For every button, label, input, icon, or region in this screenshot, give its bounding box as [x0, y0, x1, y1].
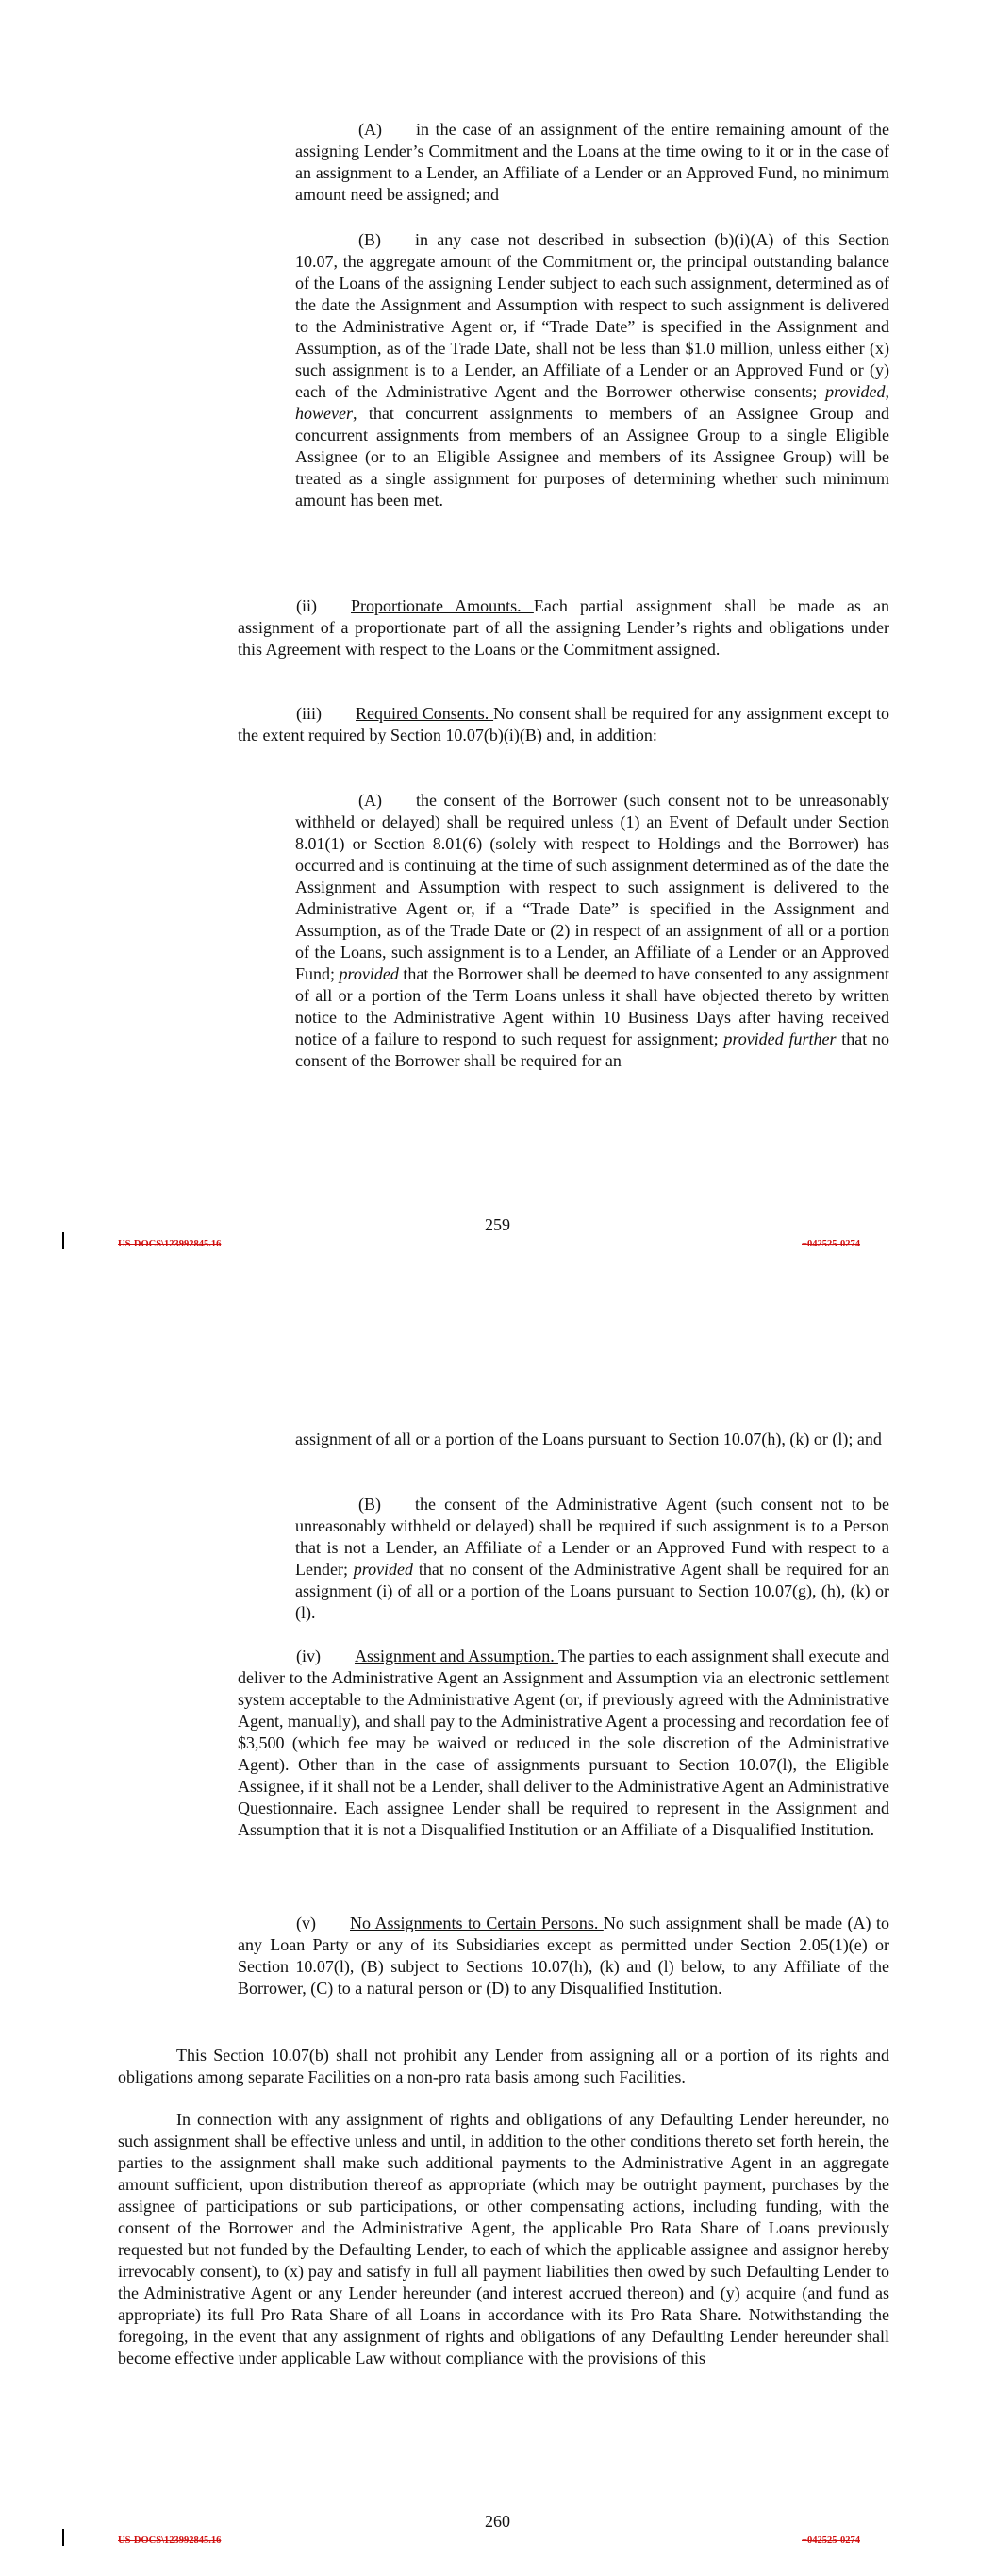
paragraph-a-borrower-consent: [295, 790, 889, 1072]
continued-text: [295, 1429, 889, 1450]
provided-further-term: provided further: [723, 1029, 837, 1048]
paragraph-label: (ii): [296, 596, 317, 615]
provided-term: provided: [339, 964, 399, 983]
paragraph-text: The parties to each assignment shall execute and deliver to the Administrative Agent an Assignment and Assumption via an electronic settlement system acceptable to the Administrative Agent (or, if previously agreed with the Administrative Agent, manually), and shall pay to the Administrative Agent a processing and recordation fee of $3,500 (which fee may be waived or reduced in the sole discretion of the Administrative Agent). Other than in the case of assignments pursuant to Section 10.07(l), the Eligible Assignee, if it shall not be a Lender, shall deliver to the Administrative Agent an Administrative Questionnaire. Each assignee Lender shall be required to represent in the Assignment and Assumption that it is not a Disqualified Institution or an Affiliate of a Disqualified Institution.: [238, 1647, 889, 1839]
paragraph-label: (A): [358, 120, 382, 139]
paragraph-b-minimum-amount: [295, 229, 889, 511]
paragraph-text-continued: that the Borrower shall be deemed to have consented to any assignment of all or a portion of the Term Loans unless it shall have objected thereto by written notice to the Administrative Agent within 10 Business Days after having received notice of a failure to respond to such request for assignment;: [295, 964, 889, 1048]
punctuation: ,: [885, 382, 889, 401]
paragraph-b-agent-consent: [295, 1494, 889, 1624]
paragraph-text-end: that no consent of the Borrower shall be required for an: [295, 1029, 889, 1070]
footer-doc-id: US-DOCS\123992845.16: [118, 1239, 222, 1249]
provided-term: provided: [353, 1560, 414, 1579]
page-number: 259: [485, 1215, 510, 1234]
paragraph-text: No such assignment shall be made (A) to any Loan Party or any of its Subsidiaries except as permitted under Section 2.05(1)(e) or Section 10.07(l), (B) subject to Sections 10.07(h), (k) and (l) below, to any Affiliate of the Borrower, (C) to a natural person or (D) to any Disqualified Institution.: [238, 1914, 890, 1998]
footer-doc-number: −042525-0274: [802, 1239, 860, 1249]
paragraph-text: the consent of the Borrower (such consent not to be unreasonably withheld or delayed) shall be required unless (1) an Event of Default under Section 8.01(1) or Section 8.01(6) (solely with respect to Holdings and the Borrower) has occurred and is continuing at the time of such assignment determined as of the date the Assignment and Assumption with respect to such assignment is delivered to the Administrative Agent or, if a “Trade Date” is specified in the Assignment and Assumption, as of the Trade Date or (2) in respect of an assignment of all or a portion of the Loans, such assignment is to a Lender, an Affiliate of a Lender or an Approved Fund;: [295, 791, 889, 983]
paragraph-label: (iii): [296, 704, 322, 723]
paragraph-text: In connection with any assignment of rights and obligations of any Defaulting Lender hereunder, no such assignment shall be effective unless and until, in addition to the other conditions thereto set forth herein, the parties to the assignment shall make such additional payments to the Administrative Agent in an aggregate amount sufficient, upon distribution thereof as appropriate (which may be outright payment, purchases by the assignee of participations or sub participations, or other compensating actions, including funding, with the consent of the Borrower and the Administrative Agent, the applicable Pro Rata Share of Loans previously requested but not funded by the Defaulting Lender, to each of which the applicable assignee and assignor hereby irrevocably consent), to (x) pay and satisfy in full all payment liabilities then owed by such Defaulting Lender to the Administrative Agent or any Lender hereunder (and interest accrued thereon) and (y) acquire (and fund as appropriate) its full Pro Rata Share of all Loans in accordance with its Pro Rata Share. Notwithstanding the foregoing, in the event that any assignment of rights and obligations of any Defaulting Lender hereunder shall become effective under applicable Law without compliance with the provisions of this: [118, 2110, 889, 2367]
footer-doc-number: −042525-0274: [802, 2535, 860, 2546]
paragraph-heading: Proportionate Amounts.: [351, 596, 534, 615]
paragraph-text: This Section 10.07(b) shall not prohibit any Lender from assigning all or a portion of its rights and obligations among separate Facilities on a non-pro rata basis among such Facilities.: [118, 2046, 889, 2086]
paragraph-defaulting-lender: [118, 2109, 889, 2369]
paragraph-label: (A): [358, 791, 382, 810]
paragraph-section-non-pro-rata: [118, 2045, 889, 2088]
paragraph-text: the consent of the Administrative Agent (such consent not to be unreasonably withheld or delayed) shall be required if such assignment is to a Person that is not a Lender, an Affiliate of a Lender or an Approved Fund with respect to a Lender;: [295, 1495, 889, 1579]
paragraph-heading: Assignment and Assumption.: [355, 1647, 558, 1665]
page-number: 260: [485, 2512, 510, 2531]
paragraph-heading: Required Consents.: [356, 704, 494, 723]
paragraph-text: assignment of all or a portion of the Loans pursuant to Section 10.07(h), (k) or (l); and: [295, 1430, 882, 1448]
change-bar: [62, 1232, 64, 1249]
paragraph-text: No consent shall be required for any assignment except to the extent required by Section 10.07(b)(i)(B) and, in addition:: [238, 704, 889, 744]
paragraph-v-no-assignments: [238, 1913, 889, 1999]
paragraph-text-continued: , that concurrent assignments to members of an Assignee Group and concurrent assignments from members of an Assignee Group to a single Eligible Assignee (or to an Eligible Assignee and members of its Assignee Group) will be treated as a single assignment for purposes of determining whether such minimum amount has been met.: [295, 404, 889, 510]
footer-doc-id: US-DOCS\123992845.16: [118, 2535, 222, 2546]
paragraph-heading: No Assignments to Certain Persons.: [350, 1914, 604, 1932]
paragraph-text: in any case not described in subsection (b)(i)(A) of this Section 10.07, the aggregate amount of the Commitment or, the principal outstanding balance of the Loans of the assigning Lender subject to each such assignment, determined as of the date the Assignment and Assumption with respect to such assignment is delivered to the Administrative Agent or, if “Trade Date” is specified in the Assignment and Assumption, as of the Trade Date, shall not be less than $1.0 million, unless either (x) such assignment is to a Lender, an Affiliate of a Lender or an Approved Fund or (y) each of the Administrative Agent and the Borrower otherwise consents;: [295, 230, 889, 401]
paragraph-label: (B): [358, 230, 381, 249]
change-bar: [62, 2529, 64, 2546]
paragraph-text: Each partial assignment shall be made as an assignment of a proportionate part of all the assigning Lender’s rights and obligations under this Agreement with respect to the Loans or the Commitment assigned.: [238, 596, 889, 659]
paragraph-label: (v): [296, 1914, 316, 1932]
paragraph-ii-proportionate-amounts: [238, 595, 889, 661]
paragraph-text-continued: that no consent of the Administrative Agent shall be required for an assignment (i) of all or a portion of the Loans pursuant to Section 10.07(g), (h), (k) or (l).: [295, 1560, 889, 1622]
paragraph-iii-required-consents: [238, 703, 889, 746]
paragraph-label: (iv): [296, 1647, 321, 1665]
paragraph-label: (B): [358, 1495, 381, 1514]
however-term: however: [295, 404, 353, 423]
paragraph-a-entire-amount: [295, 119, 889, 206]
provided-term: provided: [825, 382, 886, 401]
paragraph-text: in the case of an assignment of the entire remaining amount of the assigning Lender’s Commitment and the Loans at the time owing to it or in the case of an assignment to a Lender, an Affiliate of a Lender or an Approved Fund, no minimum amount need be assigned; and: [295, 120, 889, 204]
paragraph-iv-assignment-assumption: [238, 1646, 889, 1841]
